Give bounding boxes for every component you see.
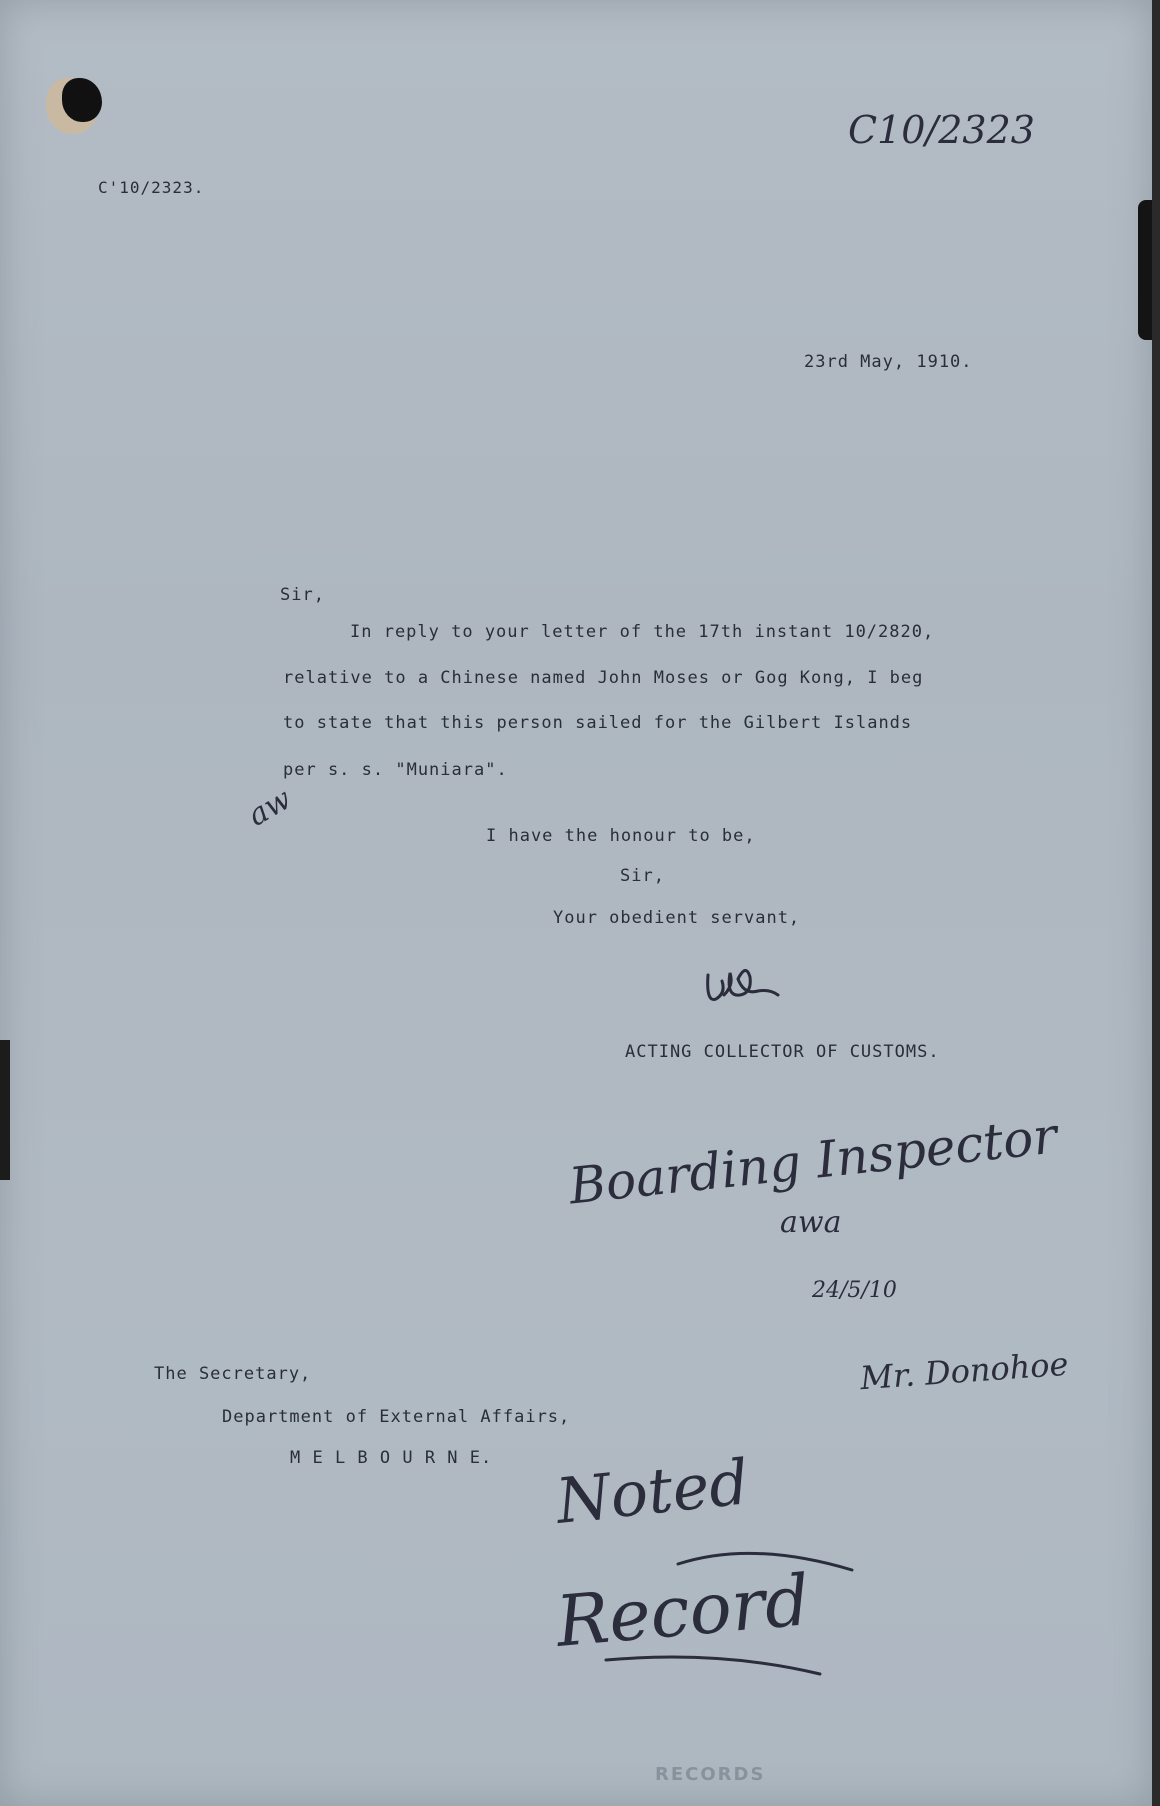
record-underline (600, 1640, 830, 1680)
addressee-line-1: The Secretary, (154, 1364, 312, 1384)
closing-line-1: I have the honour to be, (486, 826, 756, 846)
body-line-3: to state that this person sailed for the Gilbert Islands (283, 713, 913, 733)
letter-date: 23rd May, 1910. (804, 352, 973, 372)
page-edge-shadow-left (0, 1040, 10, 1180)
salutation: Sir, (280, 585, 325, 605)
closing-line-3: Your obedient servant, (553, 908, 801, 928)
closing-line-2: Sir, (620, 866, 665, 886)
body-line-2: relative to a Chinese named John Moses or Gog Kong, I beg (283, 668, 924, 688)
signature-scrawl (700, 955, 800, 1015)
boarding-inspector-note: Boarding Inspector (566, 1106, 1060, 1216)
noted-note: Noted (552, 1445, 753, 1538)
record-note: Record (552, 1559, 813, 1663)
page-edge-shadow (1138, 200, 1152, 340)
signatory-title: ACTING COLLECTOR OF CUSTOMS. (625, 1042, 940, 1062)
ink-blot (62, 78, 102, 122)
addressee-line-2: Department of External Affairs, (222, 1407, 571, 1427)
initials-awa: awa (780, 1205, 842, 1240)
mr-donohoe-note: Mr. Donohoe (858, 1344, 1070, 1398)
addressee-line-3: M E L B O U R N E. (290, 1448, 493, 1468)
body-line-1: In reply to your letter of the 17th instant 10/2820, (350, 622, 935, 642)
body-line-4: per s. s. "Muniara". (283, 760, 508, 780)
handwritten-file-reference: C10/2323 (848, 108, 1035, 152)
margin-initials: aw (242, 781, 298, 834)
file-reference: C'10/2323. (98, 178, 205, 197)
date-note: 24/5/10 (812, 1278, 897, 1303)
records-stamp: RECORDS (655, 1764, 766, 1785)
